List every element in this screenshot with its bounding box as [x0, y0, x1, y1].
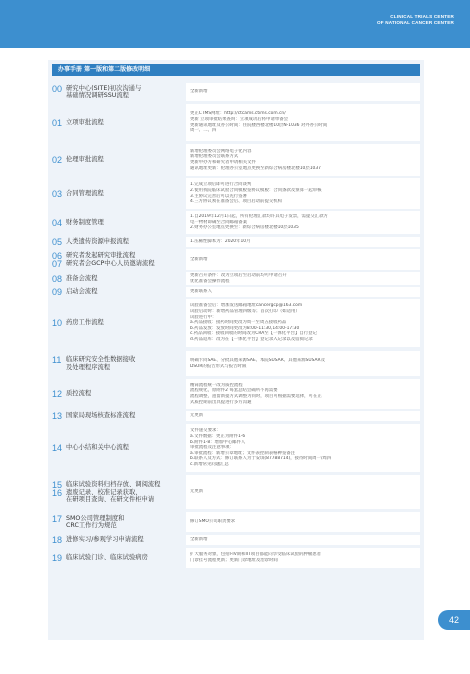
brand-line-1: CLINICAL TRIALS CENTER	[390, 14, 454, 19]
topic-label: 研究中心(SITE)初次沟通与 基础情况调研SSU流程	[66, 84, 142, 99]
change-line: 2.使用我院临床试验合同模板签协议模板：合同条款及预算一起审核	[190, 187, 322, 193]
change-line: 新增伦理委员会联系方式	[190, 154, 239, 160]
header-brand	[377, 14, 454, 26]
change-line: d.药品返库：改为在【一体化平台】登记录入记录以及借阅记录	[190, 336, 313, 342]
panel-title: 办事手册 第一版和第二版修改明细	[52, 64, 420, 76]
row-topics	[52, 144, 186, 176]
topic-number: 11	[52, 355, 62, 366]
change-line: 新增伦理委员会网络电子化内容	[190, 148, 252, 154]
topic-item	[52, 275, 186, 283]
table-row	[52, 211, 420, 234]
row-changes	[186, 144, 420, 176]
topic-number: 10	[52, 318, 63, 328]
change-line: 试验进行中：	[190, 314, 217, 320]
change-line: 4.三方协议须在准备会后、项目启动前提交机构	[190, 199, 283, 205]
topic-label: 临床研究安全性数据接收 及处理程序流程	[66, 356, 136, 371]
topic-label: 研究者发起研究审批流程	[66, 251, 136, 259]
topic-label: 启动会流程	[66, 288, 98, 295]
row-changes	[186, 475, 420, 509]
topic-label: SMO公司管理制度和 CRC工作行为规范	[66, 514, 125, 529]
table-row	[52, 351, 420, 376]
topic-label: 临床试验门诊、临床试验病房	[66, 554, 148, 561]
change-line: 明确卡同SAE、分批其他来源SAE、本院SUSAR、其他来源SUSAR及	[190, 357, 325, 363]
row-changes	[186, 411, 420, 421]
table-row	[52, 144, 420, 176]
change-line: 通讯地址更新：伦理办公室地点更换至新综合病房楼北楼10层1037	[190, 165, 321, 171]
change-line: 流程调整，遗留新提方式调整为同时，项目可根据需要选择，可在正	[190, 394, 322, 399]
topic-item	[52, 536, 186, 544]
change-line: 门诊挂号流程更新；更新门诊地址及治诊时间	[190, 558, 278, 563]
change-line: 式质控期前出具提进行多方沟通	[190, 399, 252, 405]
page-number: 42	[438, 610, 470, 630]
topic-number: 16	[52, 487, 63, 498]
table-row	[52, 535, 420, 545]
change-line: 无更新	[190, 413, 204, 419]
topic-label: 财务制度管理	[66, 218, 104, 226]
table-row	[52, 272, 420, 285]
row-topics	[52, 287, 186, 297]
topic-item	[52, 554, 186, 562]
topic-number: 06	[52, 250, 63, 261]
topic-label: 人类遗传资源申报流程	[66, 238, 129, 245]
topic-number: 17	[52, 513, 63, 524]
row-changes	[186, 299, 420, 347]
topic-number: 03	[52, 188, 63, 199]
change-line: 扩大服务对象，包括I-IV期和IIT项目都能向享受临床试验的肿瘤患者	[190, 552, 321, 558]
change-line: 审批流程及注意事项：	[190, 445, 234, 451]
topic-number: 00	[52, 83, 63, 94]
change-line: 全新新增	[190, 537, 208, 543]
row-topics	[52, 237, 186, 247]
change-line: 更正CTMS网址：http://ctcams.ctims.com.cn/	[190, 111, 286, 117]
table-row	[52, 237, 420, 247]
row-topics	[52, 104, 186, 141]
change-line: 全新新增	[190, 256, 208, 262]
topic-item	[52, 190, 186, 198]
row-changes	[186, 351, 420, 376]
table-row	[52, 411, 420, 421]
row-changes	[186, 249, 420, 270]
change-line: 更新联系人	[190, 289, 212, 295]
row-changes	[186, 548, 420, 568]
table-row	[52, 548, 420, 568]
row-topics	[52, 512, 186, 532]
topic-item	[52, 481, 186, 489]
topic-label: 药房工作流程	[66, 319, 104, 326]
row-topics	[52, 424, 186, 472]
topic-label: 国家局现场核查标准流程	[66, 412, 136, 419]
topic-item	[52, 156, 186, 164]
change-line: 修订SMO公司职责要求	[190, 519, 236, 525]
topic-number: 13	[52, 411, 63, 421]
change-line: DSUR的报告形式与报告时限	[190, 363, 247, 369]
page-header	[0, 0, 470, 48]
topic-item	[52, 412, 186, 420]
row-changes	[186, 535, 420, 545]
change-line: 流程规化，原附件2 每套总结会确所不再需要	[190, 388, 278, 394]
change-line: 试验启动时：新增药品管理四级等；首次打印（如适用）	[190, 309, 300, 315]
row-topics	[52, 535, 186, 545]
topic-label: 伦理审批流程	[66, 156, 104, 163]
topic-label: 质控流程	[66, 390, 92, 397]
change-line: 1.自2019年12月1日起，所有伦理汇款均许其电子发票，需提交汇款方	[190, 214, 328, 220]
change-line: c.新增常见问题汇总	[190, 461, 229, 467]
row-changes	[186, 83, 420, 101]
topic-number: 01	[52, 117, 63, 128]
row-topics	[52, 272, 186, 285]
change-line: 1.完成立项后即可进行合同谈判	[190, 182, 252, 188]
topic-number: 07	[52, 258, 63, 269]
change-line: 1.压稀性脚本为：2020年10月	[190, 239, 251, 245]
topic-item	[52, 444, 186, 452]
topic-label: 立项审批流程	[66, 118, 104, 126]
table-row	[52, 512, 420, 532]
change-line: b.联系人及方式：修订联系人为于安琪(87788714)，接待时间周一/周四	[190, 456, 332, 462]
change-line: 试验准备会后：增加发送邮箱地址cancergcp@163.com	[190, 303, 303, 309]
change-line: c.药品回收：接收回收的时间改为CRA至【一体化平台】自行登记	[190, 331, 317, 337]
table-row	[52, 249, 420, 270]
table-row	[52, 475, 420, 509]
row-topics	[52, 211, 186, 234]
table-row	[52, 178, 420, 209]
change-line: 2.财务办公室地点更换至：新综合病房楼北楼10层1035	[190, 225, 299, 231]
row-topics	[52, 351, 186, 376]
topic-item	[52, 319, 186, 327]
topic-item	[52, 119, 186, 127]
topic-label: 研究者会GCP中心人员邀请流程	[66, 259, 155, 267]
topic-item	[52, 260, 186, 268]
change-line: 3.主协议完善后可以先行签署	[190, 193, 247, 199]
change-line: 全新新增	[190, 89, 208, 95]
change-line: a.药品接收：接药时间更改为周一至周五接收药品	[190, 320, 287, 326]
row-changes	[186, 512, 420, 532]
topic-number: 12	[52, 389, 63, 399]
row-topics	[52, 83, 186, 101]
change-line: 电一物材即确至合同邮箱备案	[190, 219, 248, 225]
row-topics	[52, 249, 186, 270]
topic-number: 18	[52, 535, 63, 545]
table-row	[52, 287, 420, 297]
row-topics	[52, 548, 186, 568]
topic-item	[52, 356, 186, 370]
row-changes	[186, 211, 420, 234]
topic-number: 02	[52, 155, 63, 165]
row-topics	[52, 379, 186, 409]
topic-item	[52, 219, 186, 227]
topic-number: 08	[52, 273, 63, 284]
topic-number: 14	[52, 443, 63, 453]
change-line: 无更新	[190, 489, 204, 495]
row-changes	[186, 287, 420, 297]
topic-label: 遗废记录、校准记录获取、 在研项目查询、在研文件柜申请	[66, 488, 155, 503]
topic-number: 04	[52, 217, 63, 228]
topic-item	[52, 85, 186, 99]
table-row	[52, 83, 420, 101]
table-row	[52, 424, 420, 472]
topic-item	[52, 489, 186, 503]
change-line: 精简流程统一改为质控流程	[190, 382, 243, 388]
table-row	[52, 104, 420, 141]
row-changes	[186, 178, 420, 209]
change-line: 优化准备会操作流程	[190, 278, 230, 284]
row-changes	[186, 237, 420, 247]
change-line: 更新通讯地址及办公时间：住院楼西楼北楼10层N-1036 对外办公时间	[190, 122, 328, 128]
brand-line-2: OF NATIONAL CANCER CENTER	[376, 20, 454, 26]
topic-item	[52, 515, 186, 529]
change-line: b.药品发放：发放时间更改为8:00-11:30,14:00-17:30	[190, 325, 300, 331]
topic-item	[52, 390, 186, 398]
row-topics	[52, 178, 186, 209]
row-changes	[186, 104, 420, 141]
row-changes	[186, 272, 420, 285]
row-topics	[52, 411, 186, 421]
change-line: 周一、二、四	[190, 128, 217, 134]
table-row	[52, 379, 420, 409]
topic-label: 中心小结和关中心流程	[66, 444, 129, 451]
topic-number: 09	[52, 287, 63, 297]
topic-label: 准备会流程	[66, 274, 98, 282]
topic-item	[52, 252, 186, 260]
change-line: 文件递交要求：	[190, 428, 221, 434]
change-line: 更新申办方和研究者申请相关文件	[190, 160, 256, 165]
topic-label: 合同管理流程	[66, 189, 104, 197]
change-line: a.文件数据：更正为附件1-6	[190, 434, 246, 440]
row-changes	[186, 424, 420, 472]
change-line: 更新 立项审批结果查询：立项成功后将申请单备会	[190, 116, 288, 122]
topic-item	[52, 288, 186, 296]
change-line: a.审批流程：新增公章地址；文件表控制表格种签备注	[190, 450, 296, 456]
change-line: 更新召开条件：改为立项后至启动前均可申请召开	[190, 273, 287, 278]
topic-number: 15	[52, 479, 63, 490]
topic-label: 临床试验资料归档存放、调阅流程	[66, 480, 161, 488]
row-changes	[186, 379, 420, 409]
topic-item	[52, 238, 186, 246]
row-topics	[52, 299, 186, 347]
row-topics	[52, 475, 186, 509]
topic-label: 进修实习/参观学习申请流程	[66, 536, 144, 543]
table-row	[52, 299, 420, 347]
change-line: b.附件1-8：增加中心邮件人	[190, 439, 246, 445]
topic-number: 05	[52, 237, 63, 247]
topic-number: 19	[52, 553, 63, 563]
